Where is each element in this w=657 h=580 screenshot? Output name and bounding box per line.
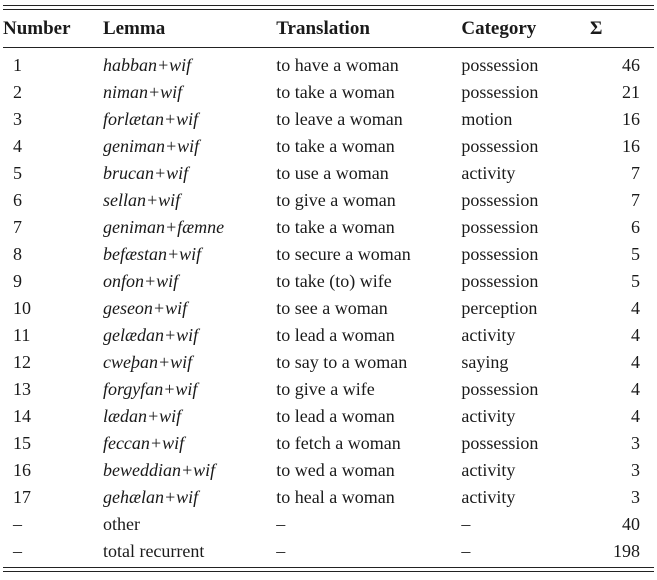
cell-translation: to have a woman — [276, 55, 399, 75]
cell-sum: 4 — [631, 325, 640, 345]
cell-sum: 16 — [622, 109, 640, 129]
cell-translation: to see a woman — [276, 298, 388, 318]
cell-number: – — [13, 541, 22, 561]
cell-category: – — [461, 541, 471, 561]
cell-sum: 21 — [622, 82, 640, 102]
header-row — [3, 10, 654, 47]
cell-number: 11 — [13, 325, 31, 345]
cell-sum: 3 — [631, 460, 640, 480]
cell-category: possession — [461, 190, 539, 210]
cell-sum: 4 — [631, 352, 640, 372]
header-number: Number — [3, 17, 71, 39]
cell-sum: 40 — [622, 514, 640, 534]
cell-category: possession — [461, 271, 539, 291]
cell-lemma: forlætan+wif — [102, 109, 199, 129]
table-row — [3, 376, 654, 403]
cell-translation: to use a woman — [276, 163, 389, 183]
cell-category: possession — [461, 379, 539, 399]
table-row — [3, 268, 654, 295]
table-row — [3, 430, 654, 457]
cell-number: 12 — [13, 352, 31, 372]
cell-sum: 16 — [622, 136, 640, 156]
cell-number: 6 — [13, 190, 22, 210]
cell-category: perception — [461, 298, 538, 318]
table-row — [3, 79, 654, 106]
cell-lemma: cweþan+wif — [102, 352, 193, 372]
cell-translation: to wed a woman — [276, 460, 395, 480]
cell-translation: to take a woman — [276, 82, 395, 102]
cell-lemma: total recurrent — [102, 541, 205, 561]
cell-lemma: sellan+wif — [102, 190, 181, 210]
cell-lemma: forgyfan+wif — [102, 379, 198, 399]
cell-number: 2 — [13, 82, 22, 102]
table-row — [3, 511, 654, 538]
bottom-double-rule — [3, 567, 654, 572]
cell-sum: 7 — [631, 190, 640, 210]
cell-lemma: gehælan+wif — [102, 487, 199, 507]
cell-lemma: geniman+fæmne — [102, 217, 225, 237]
cell-lemma: onfon+wif — [102, 271, 179, 291]
cell-number: 7 — [13, 217, 22, 237]
cell-category: activity — [461, 460, 516, 480]
cell-category: possession — [461, 244, 539, 264]
cell-number: 16 — [13, 460, 31, 480]
cell-lemma: other — [102, 514, 140, 534]
table-row — [3, 133, 654, 160]
cell-lemma: beweddian+wif — [102, 460, 216, 480]
table-row — [3, 322, 654, 349]
cell-sum: 198 — [613, 541, 640, 561]
header-translation: Translation — [276, 17, 370, 39]
lemma-table — [3, 10, 654, 567]
cell-number: 3 — [13, 109, 22, 129]
cell-lemma: lædan+wif — [102, 406, 182, 426]
cell-category: motion — [461, 109, 513, 129]
cell-category: activity — [461, 163, 516, 183]
cell-category: possession — [461, 55, 539, 75]
lemma-table-container — [3, 0, 654, 572]
cell-category: – — [461, 514, 471, 534]
cell-lemma: feccan+wif — [102, 433, 185, 453]
table-row — [3, 484, 654, 511]
cell-sum: 3 — [631, 487, 640, 507]
cell-translation: to lead a woman — [276, 325, 395, 345]
cell-sum: 5 — [631, 271, 640, 291]
cell-lemma: geniman+wif — [102, 136, 200, 156]
table-row — [3, 160, 654, 187]
cell-translation: to fetch a woman — [276, 433, 401, 453]
table-row — [3, 457, 654, 484]
cell-lemma: brucan+wif — [102, 163, 189, 183]
cell-number: 5 — [13, 163, 22, 183]
cell-number: 9 — [13, 271, 22, 291]
cell-lemma: niman+wif — [102, 82, 183, 102]
cell-category: activity — [461, 487, 516, 507]
table-row — [3, 106, 654, 133]
header-lemma: Lemma — [102, 17, 166, 39]
cell-translation: to lead a woman — [276, 406, 395, 426]
table-row — [3, 187, 654, 214]
cell-sum: 3 — [631, 433, 640, 453]
table-row — [3, 214, 654, 241]
cell-sum: 7 — [631, 163, 640, 183]
cell-number: 15 — [13, 433, 31, 453]
table-row — [3, 241, 654, 268]
cell-number: 14 — [13, 406, 31, 426]
cell-category: possession — [461, 82, 539, 102]
cell-lemma: geseon+wif — [102, 298, 188, 318]
cell-lemma: gelædan+wif — [102, 325, 199, 345]
cell-translation: – — [276, 541, 286, 561]
cell-translation: to take a woman — [276, 136, 395, 156]
cell-category: activity — [461, 406, 516, 426]
cell-category: saying — [461, 352, 509, 372]
cell-translation: to say to a woman — [276, 352, 408, 372]
cell-number: 13 — [13, 379, 31, 399]
table-row — [3, 538, 654, 567]
cell-number: 17 — [13, 487, 31, 507]
cell-number: – — [13, 514, 22, 534]
table-row — [3, 295, 654, 322]
cell-sum: 4 — [631, 298, 640, 318]
cell-sum: 5 — [631, 244, 640, 264]
cell-category: activity — [461, 325, 516, 345]
table-header — [3, 10, 654, 48]
cell-lemma: habban+wif — [102, 55, 192, 75]
header-sum: Σ — [589, 17, 603, 39]
cell-translation: – — [276, 514, 286, 534]
cell-category: possession — [461, 217, 539, 237]
cell-sum: 6 — [631, 217, 640, 237]
cell-translation: to leave a woman — [276, 109, 403, 129]
cell-translation: to give a wife — [276, 379, 375, 399]
cell-lemma: befæstan+wif — [102, 244, 202, 264]
cell-translation: to secure a woman — [276, 244, 411, 264]
cell-sum: 46 — [622, 55, 640, 75]
cell-translation: to take (to) wife — [276, 271, 392, 291]
cell-category: possession — [461, 136, 539, 156]
cell-number: 8 — [13, 244, 22, 264]
cell-number: 1 — [13, 55, 22, 75]
table-row — [3, 48, 654, 79]
cell-number: 10 — [13, 298, 31, 318]
cell-translation: to give a woman — [276, 190, 396, 210]
cell-sum: 4 — [631, 379, 640, 399]
table-row — [3, 403, 654, 430]
cell-translation: to take a woman — [276, 217, 395, 237]
table-row — [3, 349, 654, 376]
cell-translation: to heal a woman — [276, 487, 395, 507]
cell-category: possession — [461, 433, 539, 453]
table-body — [3, 48, 654, 567]
header-category: Category — [461, 17, 537, 39]
cell-sum: 4 — [631, 406, 640, 426]
cell-number: 4 — [13, 136, 22, 156]
